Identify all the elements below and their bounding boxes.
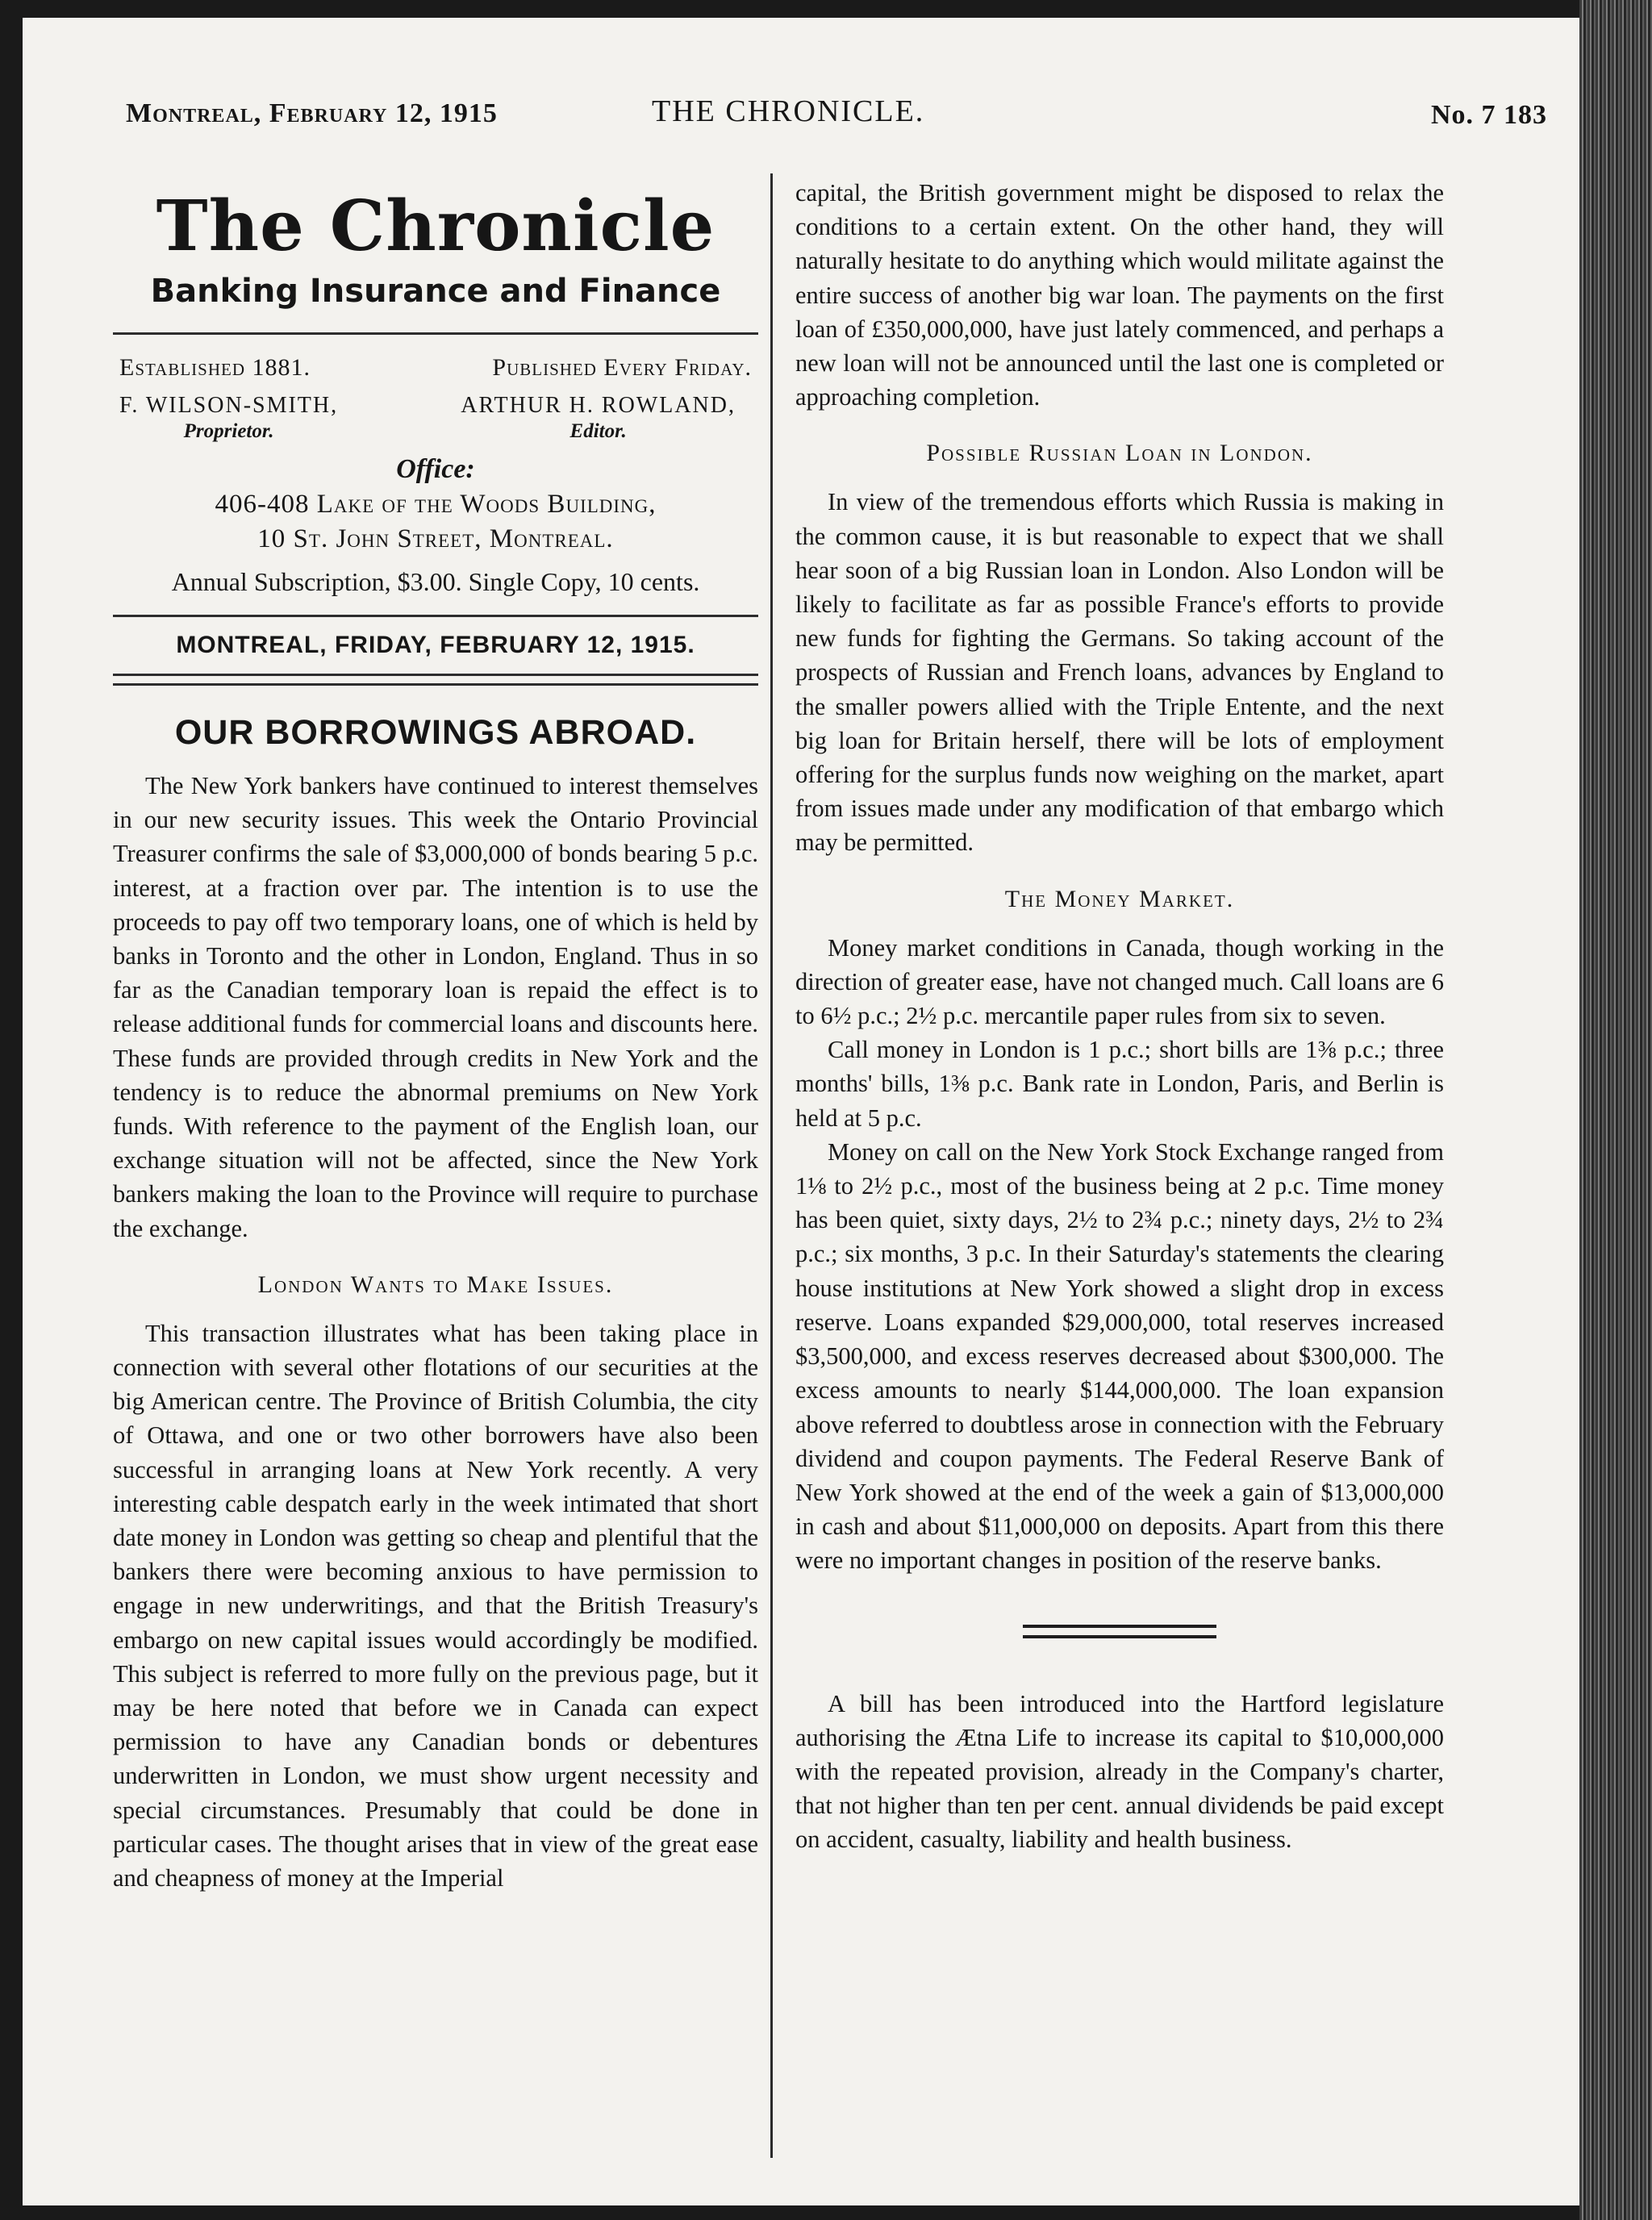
article-paragraph-3: In view of the tremendous efforts which Russia is making in the common cause, it is but reasonable to expect that we shall hear soon of a big Russian loan in London. Also London will be likely to facilitate as far as possible France's efforts to provide new funds for fighting the Germans. So taking account of the prospects of Russian and French loans, advances by England to the smaller powers allied with the Triple Entente, and the next big loan for Britain herself, there will be lots of employment offering for the surplus funds now weighing on the market, apart from issues made under any modification of that embargo which may be permitted. (795, 488, 1444, 857)
proprietor-role: Proprietor. (183, 420, 274, 442)
article-paragraph-6: Money on call on the New York Stock Exchange ranged from 1⅛ to 2½ p.c., most of the business being at 2 p.c. Time money has been quiet, sixty days, 2½ to 2¾ p.c.; ninety days, 2½ to 2¾ p.c.; six months, 3 p.c. In their Saturday's statements the clearing house institutions at New York showed a slight drop in excess reserve. Loans expanded $29,000,000, total reserves increased $3,500,000, and excess reserves decreased about $300,000. The excess amounts to nearly $144,000,000. The loan expansion above referred to doubtless arose in connection with the February dividend and coupon payments. The Federal Reserve Bank of New York showed at the end of the week a gain of $13,000,000 in cash and about $11,000,000 on deposits. Apart from this there were no important changes in position of the reserve banks. (795, 1137, 1444, 1575)
page-edge (1579, 0, 1652, 2220)
masthead (113, 186, 758, 686)
article-paragraph-2-continued: capital, the British government might be disposed to relax the conditions to a certain extent. On the other hand, they will naturally hesitate to do anything which would militate against the entire success of another big war loan. The payments on the first loan of £350,000,000, have just lately commenced, and perhaps a new loan will not be announced until the last one is completed or approaching completion. (795, 179, 1444, 411)
article-headline: OUR BORROWINGS ABROAD. (174, 713, 697, 752)
article-paragraph-2: This transaction illustrates what has been taking place in connection with several other flotations of our securities at the big American centre. The Province of British Columbia, the city of Ottawa, and one or two other borrowers have also been successful in arranging loans at New York recently. A very interesting cable despatch early in the week intimated that short date money in London was getting so cheap and plentiful that the bankers there were becoming anxious to have permission to engage in new underwritings, and that the British Treasury's embargo on new capital issues would accordingly be modified. This subject is referred to more fully on the previous page, but it may be here noted that before we in Canada can expect permission to have any Canadian bonds or debentures underwritten in London, we must show urgent necessity and special circumstances. Presumably that could be done in particular cases. The thought arises that in view of the great ease and cheapness of money at the Imperial (113, 1319, 758, 1892)
issue-date-line: MONTREAL, FRIDAY, FEBRUARY 12, 1915. (176, 632, 695, 658)
proprietor (119, 393, 338, 443)
subhead-money-market: The Money Market. (1004, 885, 1235, 912)
article-paragraph-1: The New York bankers have continued to interest themselves in our new security issues. This week the Ontario Provincial Treasurer confirms the sale of $3,000,000 of bonds bearing 5 p.c. interest, at a fraction over par. The intention is to use the proceeds to pay off two temporary loans, one of which is held by banks in Toronto and the other in London, England. Thus in so far as the Canadian temporary loan is repaid the effect is to release additional funds for commercial loans and discounts here. These funds are provided through credits in New York and the tendency is to reduce the abnormal premiums on New York funds. With reference to the payment of the English loan, our exchange situation will not be affected, since the New York bankers making the loan to the Province will require to purchase the exchange. (113, 772, 758, 1242)
running-head (103, 87, 1547, 136)
office-address-1: 406-408 Lake of the Woods Building, (215, 490, 657, 519)
article-paragraph-4: Money market conditions in Canada, though working in the direction of greater ease, have not changed much. Call loans are 6 to 6½ p.c.; 2½ p.c. mercantile paper rules from six to seven. (795, 933, 1444, 1030)
editor-role: Editor. (569, 420, 627, 442)
masthead-names (119, 393, 736, 443)
office-address-2: 10 St. John Street, Montreal. (257, 524, 614, 553)
established-text: Established 1881. (119, 354, 311, 381)
running-head-title: THE CHRONICLE. (652, 94, 925, 128)
published-text: Published Every Friday. (492, 354, 752, 381)
aetna-notice: A bill has been introduced into the Hartford legislature authorising the Ætna Life to increase its capital to $10,000,000 with the repeated provision, already in the Company's charter, that not higher than ten per cent. annual dividends be paid except on accident, casualty, liability and health business. (795, 1689, 1444, 1854)
left-column (113, 176, 758, 1895)
editor-name: ARTHUR H. ROWLAND, (461, 393, 736, 418)
subscription-text: Annual Subscription, $3.00. Single Copy, 10 cents. (171, 567, 700, 596)
running-head-date: Montreal, February 12, 1915 (126, 98, 498, 128)
right-column (795, 176, 1444, 1857)
subhead-russian-loan: Possible Russian Loan in London. (926, 440, 1313, 467)
running-head-page-number: No. 7 183 (1430, 100, 1547, 130)
masthead-double-rule (113, 674, 758, 686)
masthead-info-row (119, 354, 752, 382)
masthead-title: The Chronicle (156, 186, 715, 267)
masthead-rule (113, 332, 758, 335)
masthead-rule-lower (113, 615, 758, 617)
proprietor-name: F. WILSON-SMITH, (119, 393, 339, 418)
masthead-subtitle: Banking Insurance and Finance (150, 273, 721, 310)
section-separator (1023, 1625, 1216, 1638)
column-divider (770, 173, 773, 2158)
office-label: Office: (396, 454, 475, 484)
subhead-london-issues: London Wants to Make Issues. (257, 1271, 614, 1298)
editor (461, 393, 736, 443)
article-paragraph-5: Call money in London is 1 p.c.; short bills are 1⅜ p.c.; three months' bills, 1⅜ p.c. Bank rate in London, Paris, and Berlin is held at 5 p.c. (795, 1036, 1444, 1132)
